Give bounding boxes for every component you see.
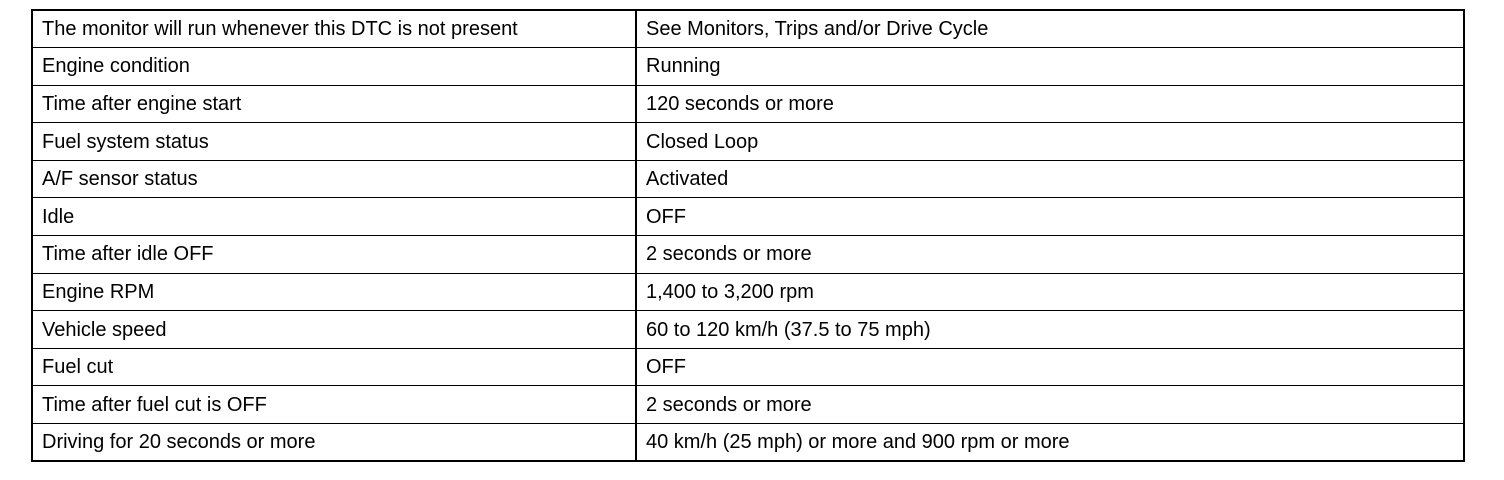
condition-spec-cell: Closed Loop [636, 123, 1464, 161]
condition-item-cell: Driving for 20 seconds or more [32, 424, 636, 462]
table-row [32, 48, 1464, 86]
table-row [32, 123, 1464, 161]
table-row [32, 160, 1464, 198]
condition-spec-cell: 1,400 to 3,200 rpm [636, 273, 1464, 311]
condition-item-cell: Fuel cut [32, 348, 636, 386]
condition-item-cell: Engine RPM [32, 273, 636, 311]
table-row [32, 311, 1464, 349]
condition-item-cell: Time after idle OFF [32, 236, 636, 274]
condition-spec-cell: See Monitors, Trips and/or Drive Cycle [636, 10, 1464, 48]
condition-spec-cell: OFF [636, 198, 1464, 236]
condition-item-cell: Vehicle speed [32, 311, 636, 349]
condition-spec-cell: OFF [636, 348, 1464, 386]
table-row [32, 386, 1464, 424]
table-row [32, 85, 1464, 123]
monitor-conditions-table [31, 9, 1465, 462]
table-row [32, 273, 1464, 311]
condition-item-cell: Idle [32, 198, 636, 236]
condition-spec-cell: 120 seconds or more [636, 85, 1464, 123]
condition-item-cell: A/F sensor status [32, 160, 636, 198]
condition-spec-cell: 60 to 120 km/h (37.5 to 75 mph) [636, 311, 1464, 349]
condition-item-cell: The monitor will run whenever this DTC is not present [32, 10, 636, 48]
condition-item-cell: Engine condition [32, 48, 636, 86]
condition-spec-cell: 2 seconds or more [636, 386, 1464, 424]
table-row [32, 236, 1464, 274]
condition-spec-cell: 2 seconds or more [636, 236, 1464, 274]
table-row [32, 424, 1464, 462]
condition-item-cell: Fuel system status [32, 123, 636, 161]
condition-spec-cell: Activated [636, 160, 1464, 198]
table-body [32, 10, 1464, 461]
table-row [32, 348, 1464, 386]
condition-spec-cell: 40 km/h (25 mph) or more and 900 rpm or more [636, 424, 1464, 462]
table-row [32, 198, 1464, 236]
condition-spec-cell: Running [636, 48, 1464, 86]
condition-item-cell: Time after engine start [32, 85, 636, 123]
table-row [32, 10, 1464, 48]
condition-item-cell: Time after fuel cut is OFF [32, 386, 636, 424]
